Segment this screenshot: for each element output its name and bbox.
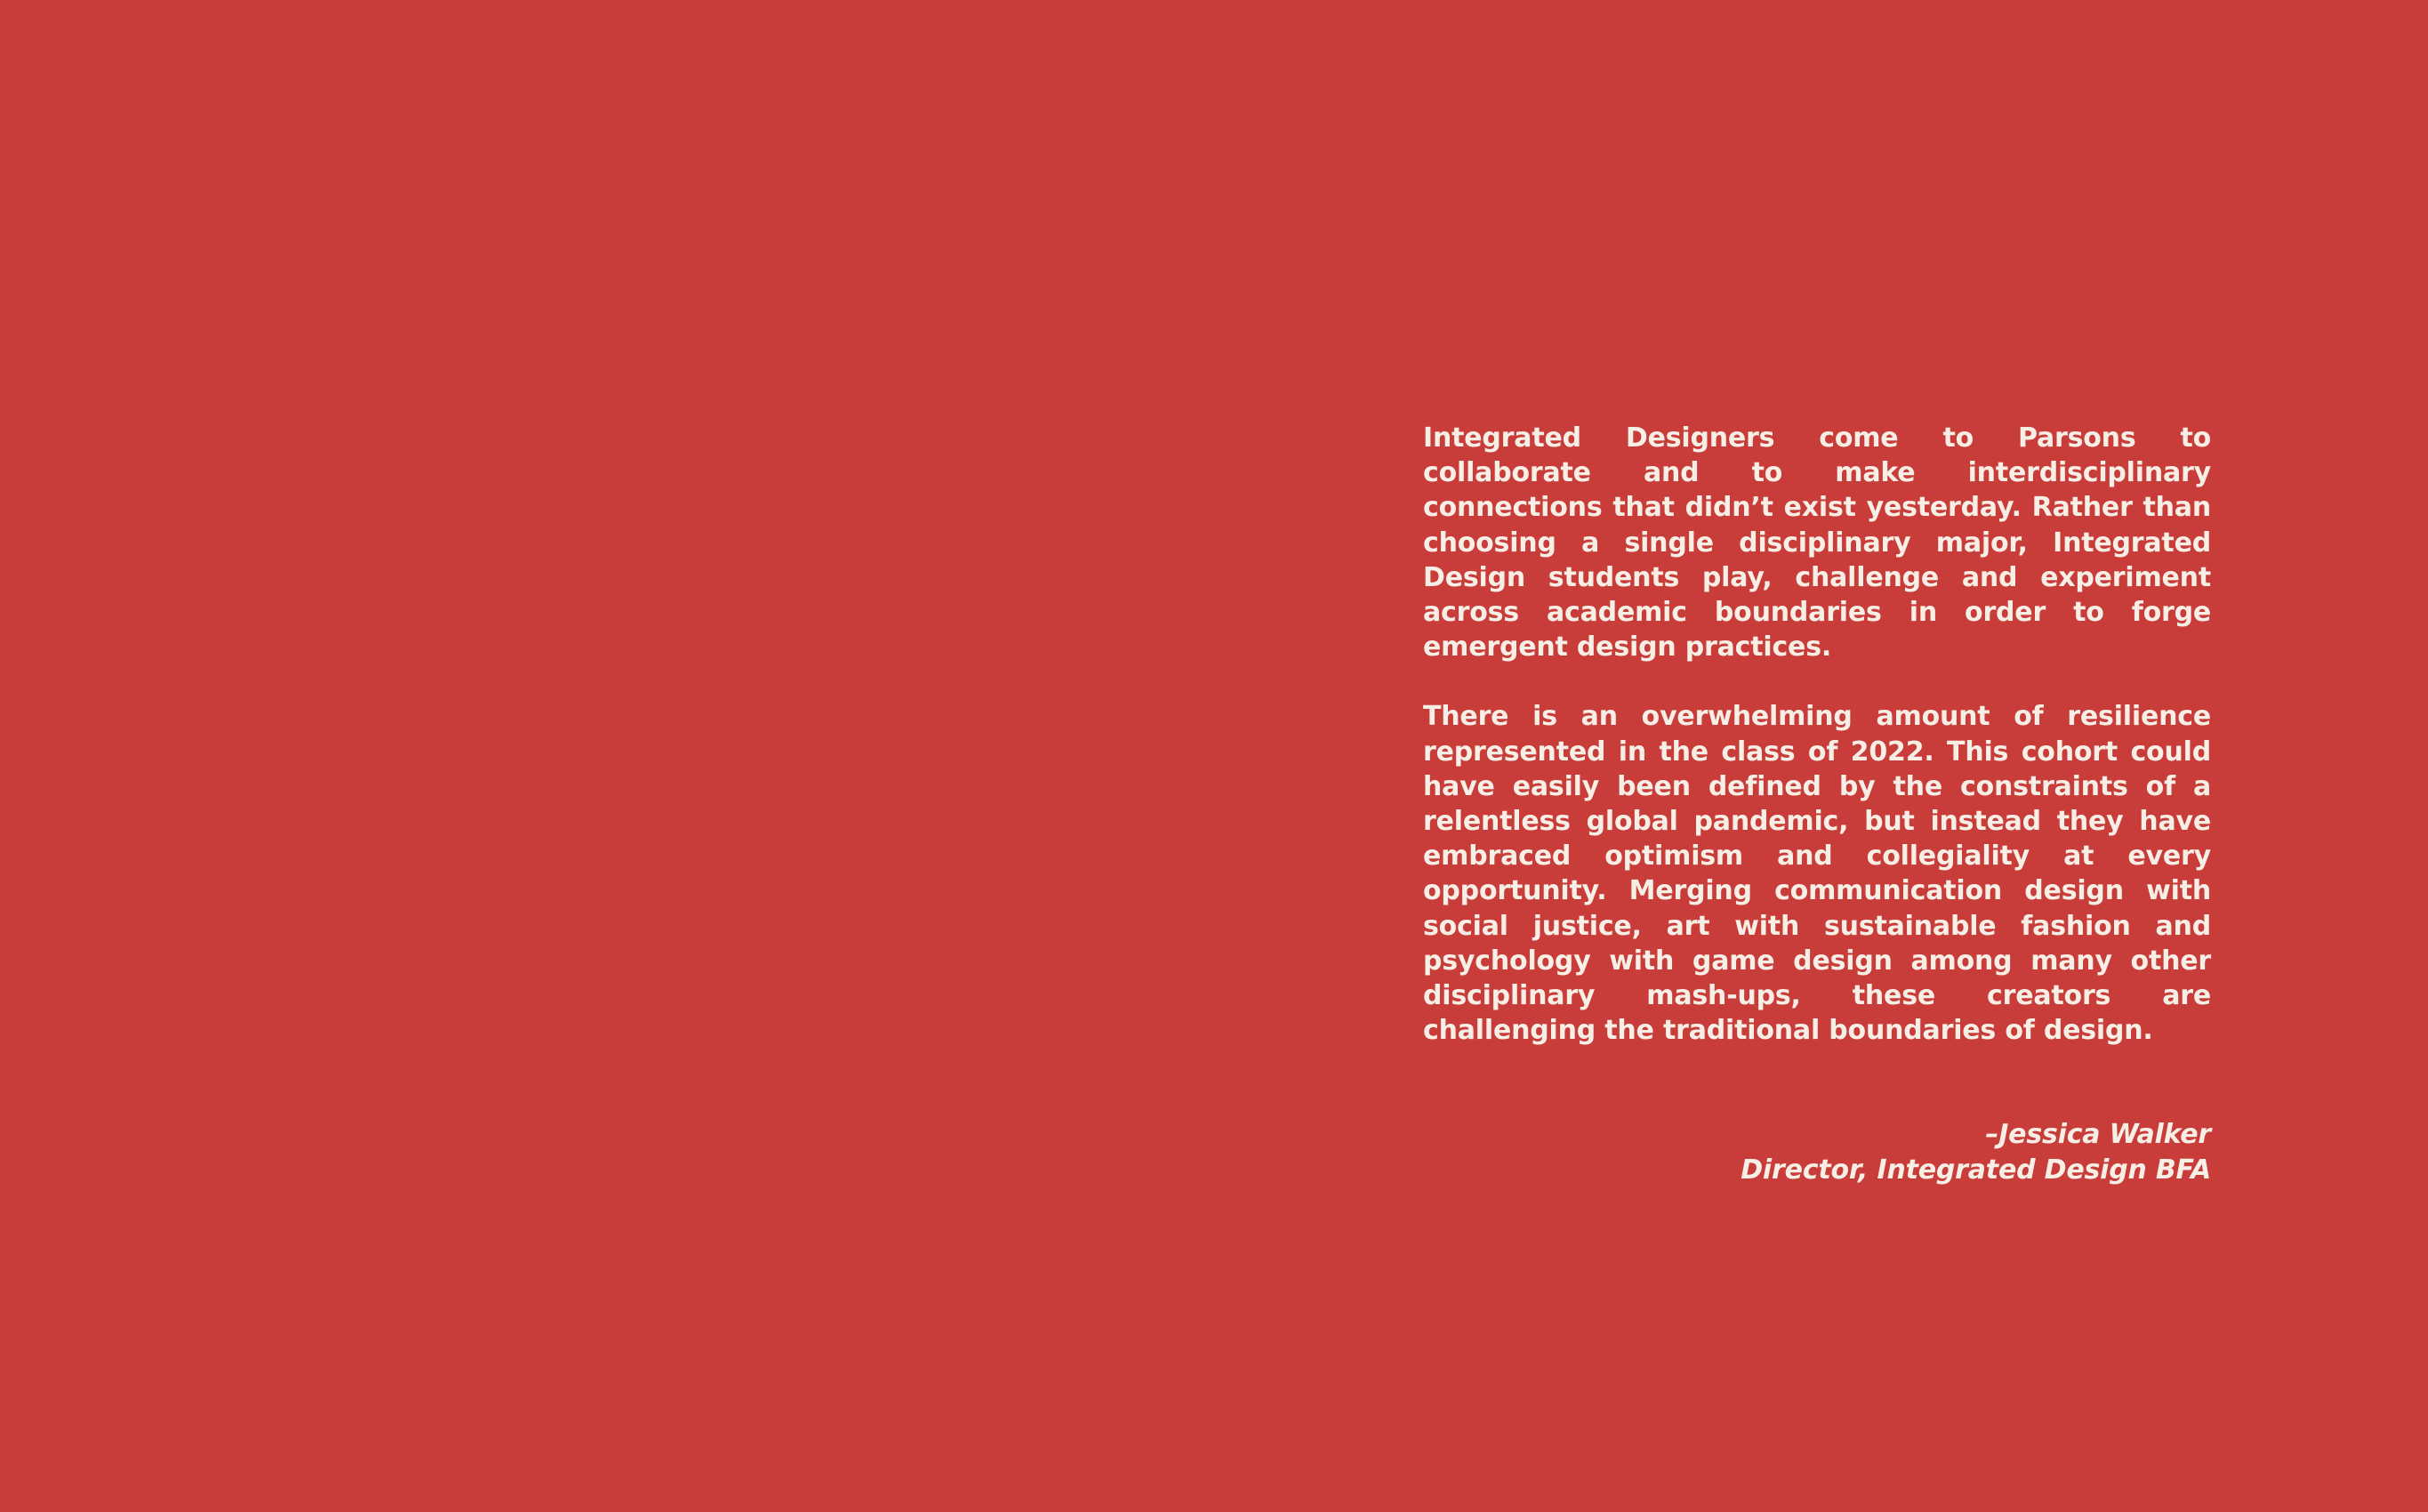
director-statement bbox=[1423, 421, 2211, 1187]
signature bbox=[1423, 1117, 2211, 1186]
statement-paragraph-2: There is an overwhelming amount of resilience represented in the class of 2022. This cohort could have easily been defined by the constraints of a relentless global pandemic, but instead they have embraced optimism and collegiality at every opportunity. Merging communication design with social justice, art with sustainable fashion and psychology with game design among many other disciplinary mash-ups, these creators are challenging the traditional boundaries of design. bbox=[1423, 701, 2211, 1047]
signature-title: Director, Integrated Design BFA bbox=[1741, 1154, 2211, 1186]
signature-name: –Jessica Walker bbox=[1985, 1119, 2211, 1151]
statement-paragraph-1: Integrated Designers come to Parsons to collaborate and to make interdisciplinary connections that didn’t exist yesterday. Rather than choosing a single disciplinary major, Integrated Design students play, challenge and experiment across academic boundaries in order to forge emergent design practices. bbox=[1423, 422, 2211, 664]
